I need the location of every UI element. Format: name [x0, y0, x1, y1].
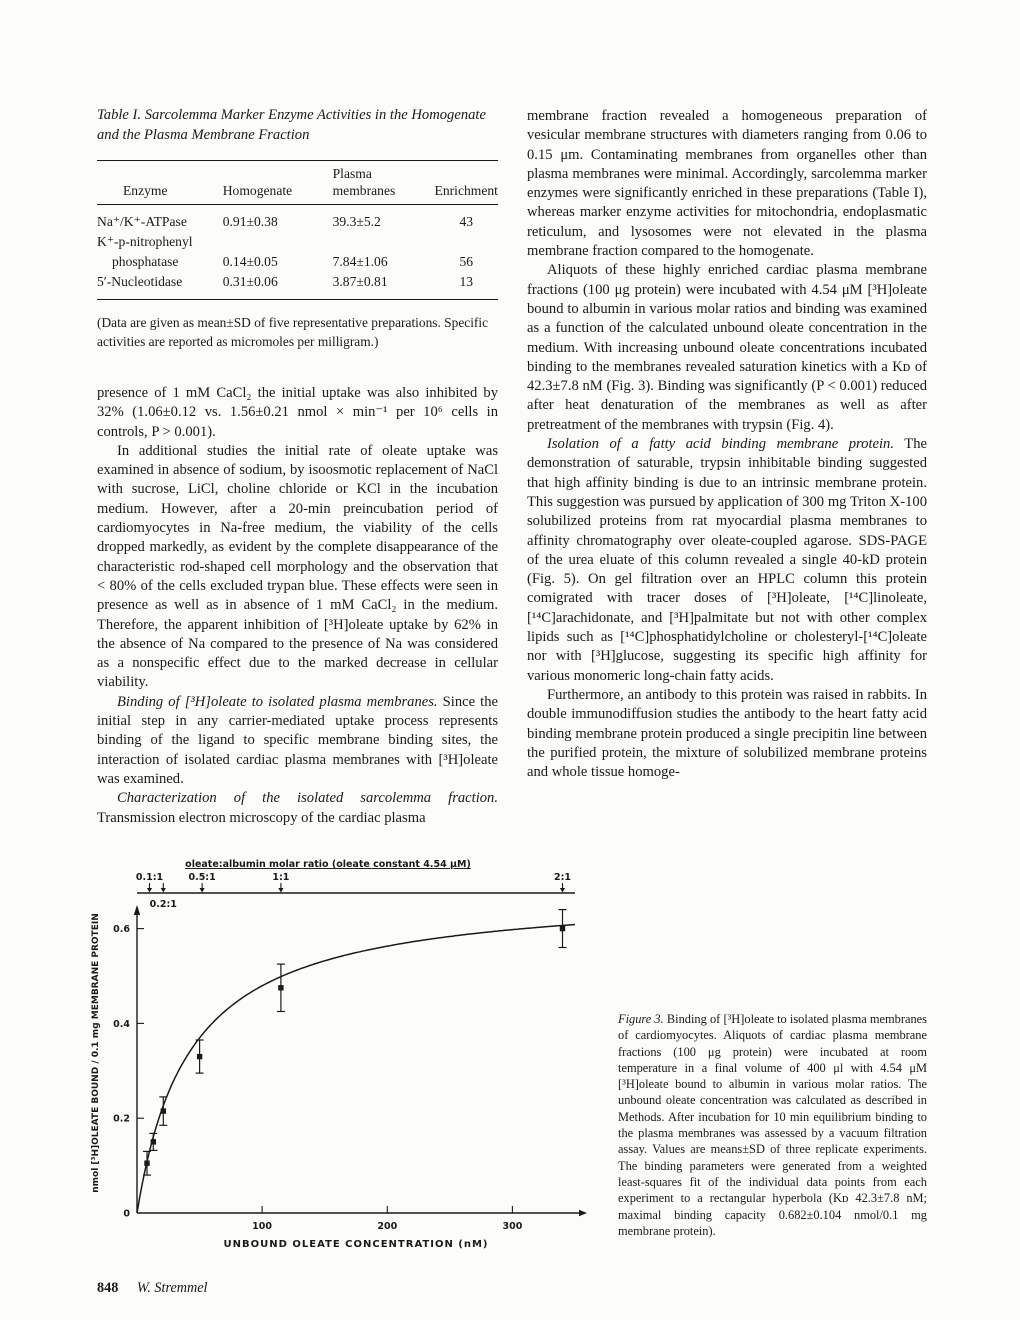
- figure-caption-text: Binding of [³H]oleate to isolated plasma membranes of cardiomyocytes. Aliquots of cardiac plasma membrane fractions (100 μg protein) were incubated at room temperature in a final volume of 400 μl with 4.54 μM [³H]oleate bound to albumin in various molar ratios. The unbound oleate concentration was calculated as described in Methods. After incubation for 10 min equilibrium binding to the plasma membranes was assessed by a vacuum filtration assay. Values are means±SD of three replicate experiments. The binding parameters were generated from a weighted least-squares fit of the individual data points from each experiment to a rectangular hyperbola (Kᴅ 42.3±7.8 nM; maximal binding capacity 0.682±0.104 nmol/0.1 mg membrane protein).: [618, 1012, 927, 1238]
- svg-text:UNBOUND OLEATE CONCENTRATION (: UNBOUND OLEATE CONCENTRATION (nM): [223, 1239, 489, 1250]
- table-header-row: [97, 182, 498, 205]
- table-cell-enzyme: K⁺-p-nitrophenyl: [97, 234, 193, 249]
- table-cell-homogenate: 0.91±0.38: [222, 214, 278, 229]
- table-body: [97, 205, 498, 300]
- author-name: W. Stremmel: [136, 1280, 208, 1296]
- paragraph-lead: Characterization of the isolated sarcolemma fraction.: [117, 790, 498, 807]
- binding-chart: [83, 853, 588, 1273]
- paragraph: Characterization of the isolated sarcolemma fraction. Transmission electron microscopy of the cardiac plasma: [97, 790, 498, 826]
- figure-3-chart: [83, 853, 588, 1273]
- table-cell-membranes: 39.3±5.2: [332, 214, 381, 229]
- table-cell-membranes: 7.84±1.06: [332, 254, 388, 269]
- svg-text:2:1: 2:1: [553, 872, 572, 883]
- table-group-row: [97, 161, 498, 183]
- table-note: (Data are given as mean±SD of five representative preparations. Specific activities are reported as micromoles per milligram.): [97, 315, 489, 349]
- svg-text:0.4: 0.4: [113, 1018, 130, 1030]
- col-header-enrichment: Enrichment: [435, 182, 498, 205]
- svg-text:1:1: 1:1: [272, 872, 290, 883]
- figure-3-caption: [618, 1011, 927, 1239]
- svg-text:oleate:albumin molar ratio (ol: oleate:albumin molar ratio (oleate constant 4.54 μM): [185, 859, 471, 870]
- enzyme-table: [97, 160, 498, 300]
- table-cell-enrichment: 43: [459, 214, 474, 229]
- table-cell-enrichment: [435, 232, 498, 252]
- svg-text:300: 300: [502, 1221, 523, 1232]
- svg-text:0.5:1: 0.5:1: [188, 872, 216, 883]
- page-footer: [97, 1280, 208, 1297]
- paragraph: Aliquots of these highly enriched cardiac plasma membrane fractions (100 μg protein) were incubated with 4.54 μM [³H]oleate bound to albumin in various molar ratios and binding was examined as a function of the calculated unbound oleate concentration in the medium. With increasing unbound oleate concentrations incubated binding to the membranes revealed saturation kinetics with a Kᴅ of 42.3±7.8 nM (Fig. 3). Binding was significantly (P < 0.001) reduced after heat denaturation of the membranes as well as after pretreatment of the membranes with trypsin (Fig. 4).: [527, 262, 927, 433]
- figure-caption-lead: Figure 3.: [618, 1012, 664, 1026]
- enzyme-table-head: [97, 161, 498, 205]
- table-cell-enzyme: Na⁺/K⁺-ATPase: [97, 214, 187, 229]
- svg-text:0.1:1: 0.1:1: [135, 872, 164, 883]
- right-column: [527, 107, 927, 782]
- paragraph: presence of 1 mM CaCl₂ the initial uptake was also inhibited by 32% (1.06±0.12 vs. 1.56±0.21 nmol × min⁻¹ per 10⁶ cells in controls, P > 0.001).: [97, 385, 498, 440]
- page-number: 848: [97, 1280, 119, 1296]
- paragraph-lead: Isolation of a fatty acid binding membrane protein.: [547, 436, 894, 453]
- svg-text:0.6: 0.6: [113, 924, 130, 936]
- paragraph: In additional studies the initial rate of oleate uptake was examined in absence of sodium, by isoosmotic replacement of NaCl with sucrose, LiCl, choline chloride or KCl in the incubation medium. However, after a 20-min preincubation period of cardiomyocytes in Na-free medium, the viability of the cells dropped markedly, as evident by the complete disappearance of the characteristic rod-shaped cell morphology and the observation that < 80% of the cells excluded trypan blue. These effects were seen in presence as well as in absence of 1 mM CaCl₂ in the medium. Therefore, the apparent inhibition of [³H]oleate uptake by 62% in the absence of Na compared to the presence of Na was considered as a nonspecific effect due to the marked decrease in cellular viability.: [97, 442, 498, 691]
- table-cell-homogenate: 0.14±0.05: [222, 254, 278, 269]
- svg-text:100: 100: [252, 1221, 273, 1232]
- paragraph: Furthermore, an antibody to this protein was raised in rabbits. In double immunodiffusion studies the antibody to the heart fatty acid binding membrane protein produced a single precipitin line between the purified protein, the mixture of solubilized membrane proteins and whole tissue homoge-: [527, 686, 927, 781]
- svg-text:nmol [³H]OLEATE BOUND / 0.1 m: nmol [³H]OLEATE BOUND / 0.1 mg MEMBRANE PROTEIN: [91, 913, 101, 1193]
- table-cell-membranes: [333, 232, 435, 252]
- table-row: [97, 252, 498, 272]
- paragraph-lead: Binding of [³H]oleate to isolated plasma membranes.: [117, 693, 438, 710]
- paragraph: Isolation of a fatty acid binding membrane protein. The demonstration of saturable, trypsin inhibitable binding suggested that high affinity binding is due to an intrinsic membrane protein. This suggestion was pursued by application of 300 mg Triton X-100 solubilized proteins from rat myocardial plasma membranes to affinity chromatography over oleate-coupled agarose. SDS-PAGE of the urea eluate of this column revealed a single 40-kD protein (Fig. 5). On gel filtration over an HPLC column this protein comigrated with tracer doses of [³H]oleate, [¹⁴C]linoleate, [¹⁴C]arachidonate, and [³H]palmitate but not with other complex lipids such as [¹⁴C]phosphatidylcholine or cholesteryl-[¹⁴C]oleate nor with [³H]glucose, suggesting its specific high affinity for various monomeric long-chain fatty acids.: [527, 436, 927, 684]
- paragraph: membrane fraction revealed a homogeneous preparation of vesicular membrane structures with diameters ranging from 0.06 to 0.15 μm. Contaminating membranes from organelles other than plasma membranes were minimal. Accordingly, sarcolemma marker enzymes were significantly enriched in these preparations (Table I), whereas marker enzyme activities for mitochondria, endoplasmatic reticulum, and lysosomes were not elevated in the plasma membrane fraction compared to the homogenate.: [527, 108, 927, 260]
- table-cell-enrichment: 13: [459, 274, 474, 289]
- table-1-block: [97, 106, 498, 351]
- svg-text:0: 0: [123, 1208, 130, 1220]
- svg-text:200: 200: [377, 1221, 398, 1232]
- col-header-enzyme: Enzyme: [97, 182, 223, 205]
- table-cell-membranes: 3.87±0.81: [332, 274, 388, 289]
- svg-text:0.2: 0.2: [113, 1113, 130, 1125]
- col-header-homogenate: Homogenate: [223, 182, 333, 205]
- table-row: [97, 272, 498, 300]
- table-cell-enzyme: phosphatase: [112, 254, 179, 269]
- table-cell-enzyme: 5′-Nucleotidase: [97, 274, 183, 289]
- table-cell-enrichment: 56: [459, 254, 474, 269]
- table-title: Table I. Sarcolemma Marker Enzyme Activities in the Homogenate and the Plasma Membrane Fraction: [97, 107, 486, 143]
- col-header-membranes: membranes: [333, 182, 435, 205]
- svg-text:0.2:1: 0.2:1: [149, 899, 177, 910]
- table-row: [97, 232, 498, 252]
- table-row: [97, 205, 498, 233]
- table-cell-homogenate: [223, 232, 333, 252]
- table-cell-homogenate: 0.31±0.06: [222, 274, 278, 289]
- table-group-header: Plasma: [332, 166, 372, 181]
- paragraph: Binding of [³H]oleate to isolated plasma membranes. Since the initial step in any carrier-mediated uptake process represents binding of the ligand to specific membrane binding sites, the interaction of isolated cardiac plasma membranes with [³H]oleate was examined.: [97, 693, 498, 787]
- left-column: [97, 384, 498, 828]
